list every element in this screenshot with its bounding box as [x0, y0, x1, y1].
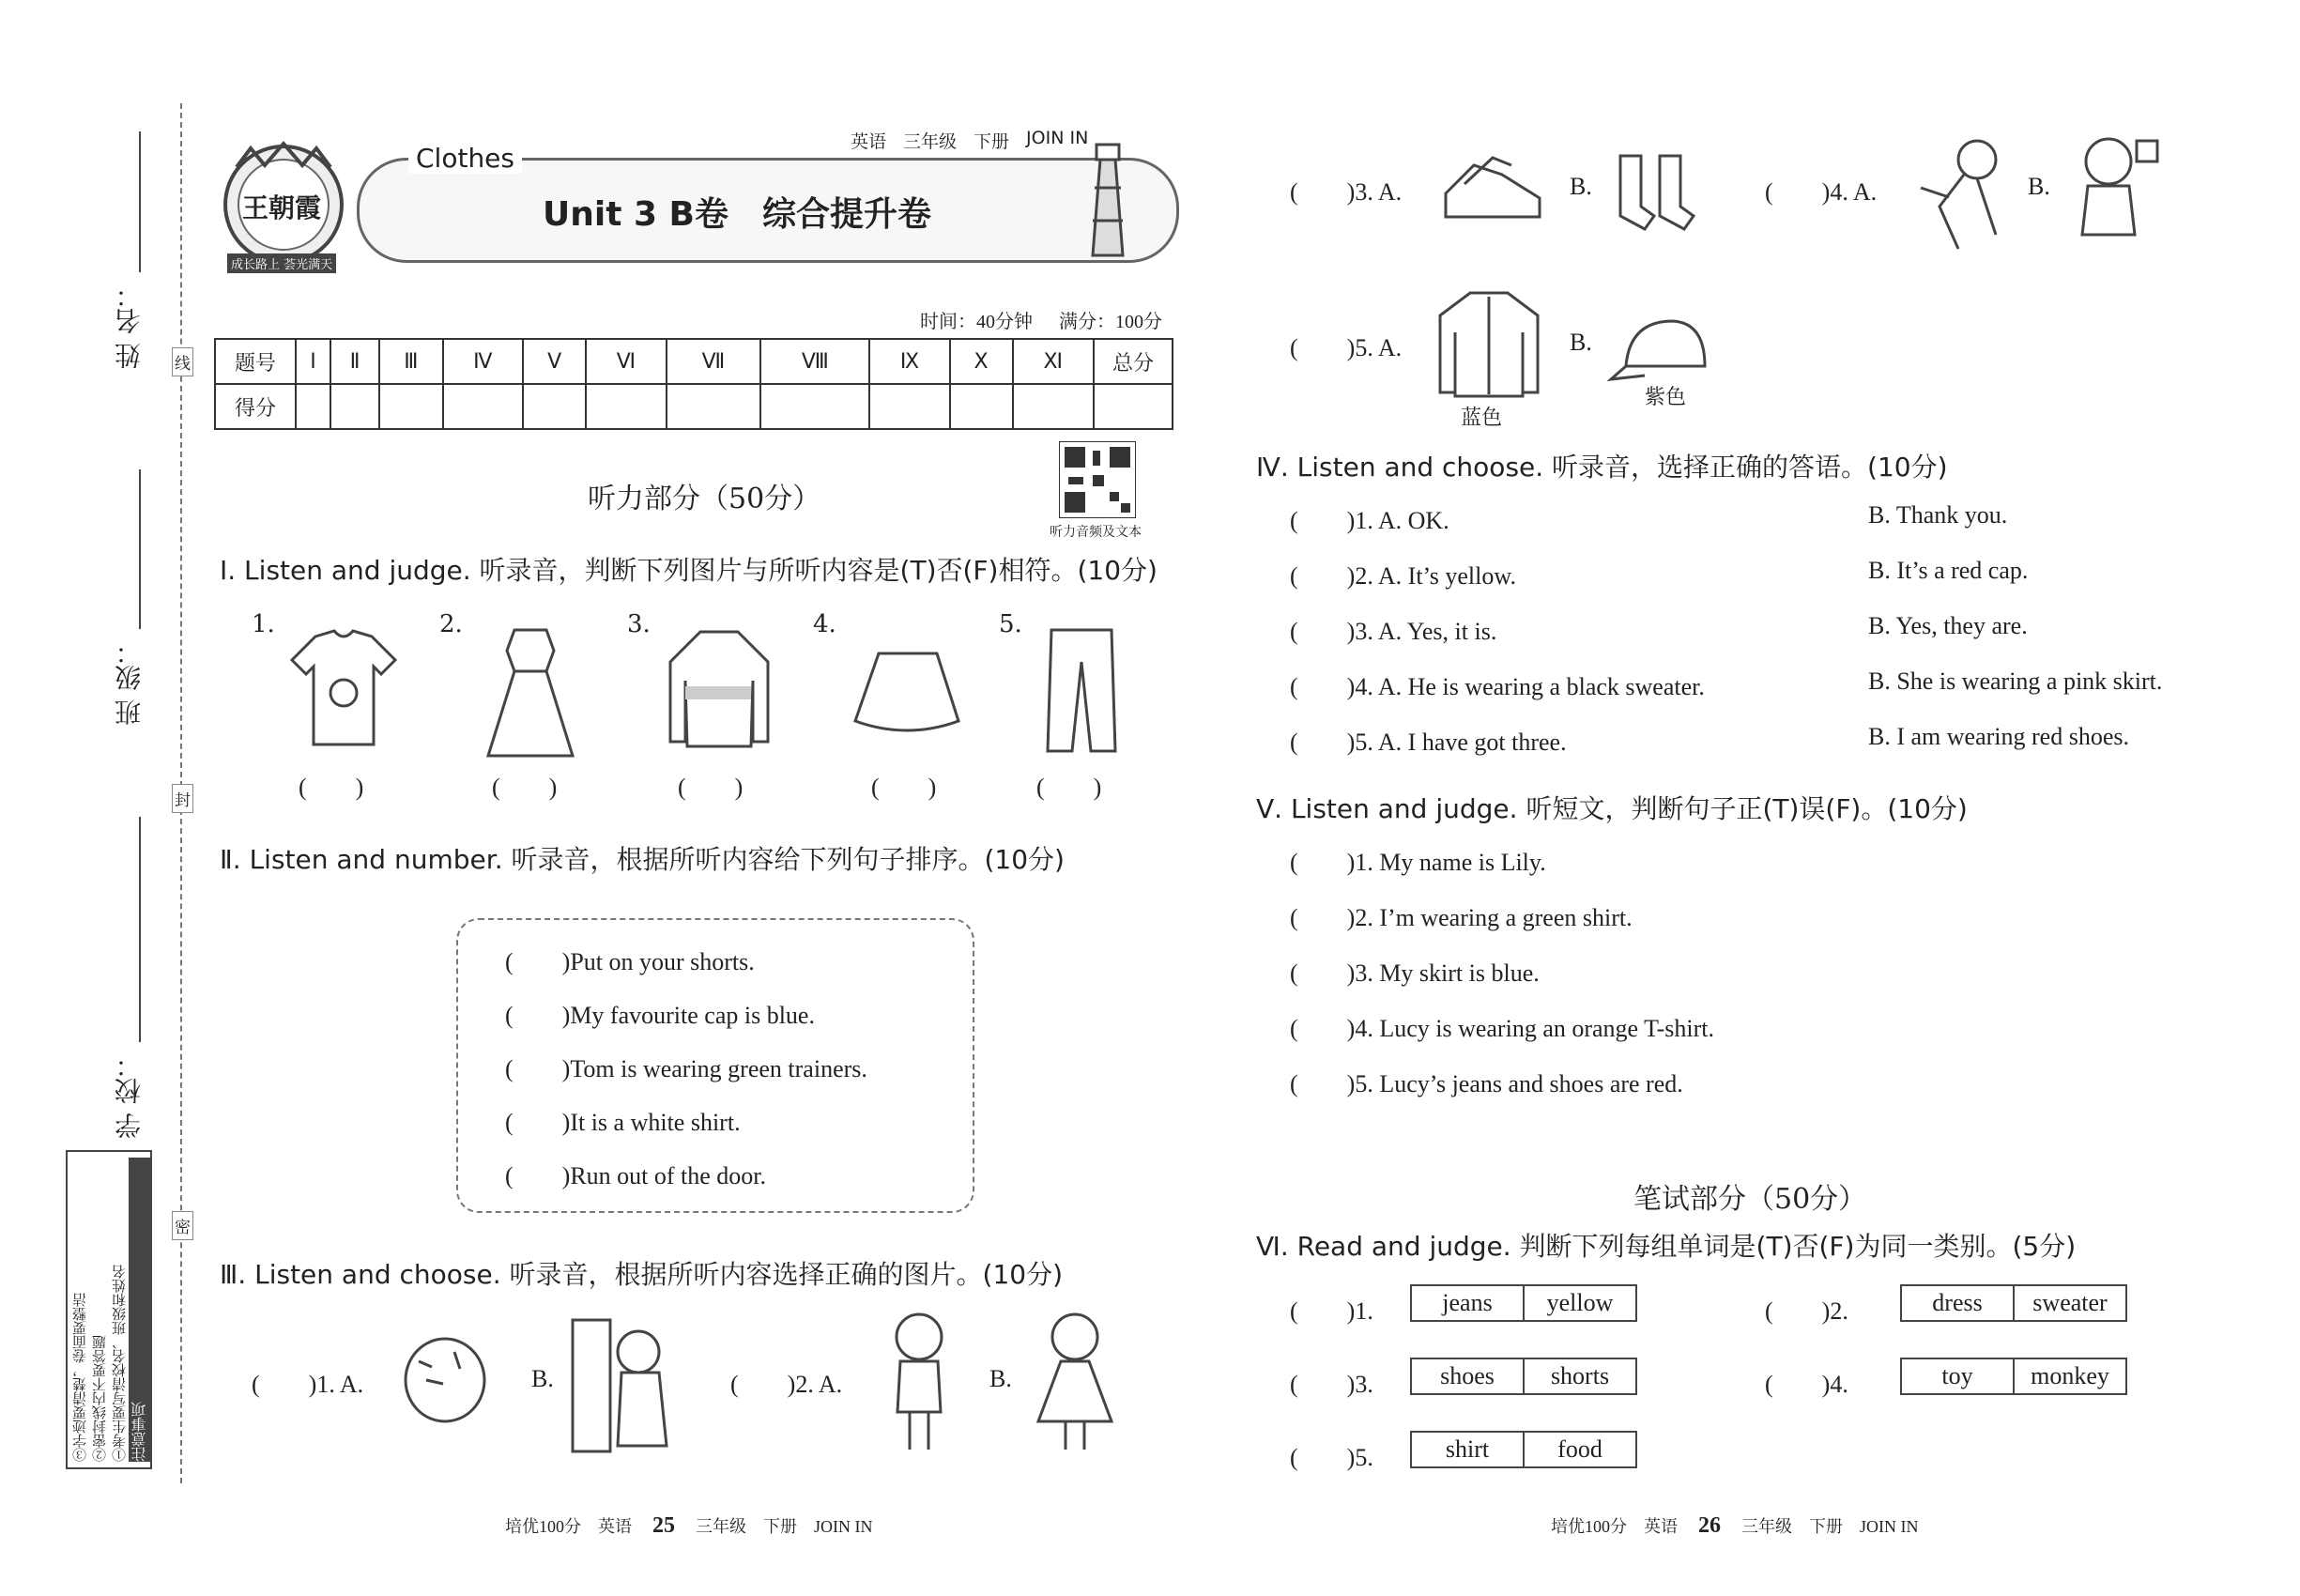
school-line [139, 817, 141, 1042]
sec1-answer-5[interactable]: ( ) [1036, 774, 1102, 801]
girl-icon [886, 1309, 952, 1454]
footer-left [505, 1513, 873, 1539]
sec5-item[interactable]: ( )2. I’m wearing a green shirt. [1290, 904, 1633, 931]
qr-code-icon[interactable] [1059, 441, 1136, 518]
sec4-option-a[interactable]: ( )2. A. It’s yellow. [1290, 562, 1516, 590]
score-table-header-cell: Ⅷ [760, 339, 869, 384]
shirt-icon [1433, 287, 1545, 400]
section-4-title: Ⅳ. Listen and choose. 听录音，选择正确的答语。(10分) [1256, 452, 1948, 483]
skirt-icon [851, 646, 963, 740]
sec4-option-b[interactable]: B. It’s a red cap. [1868, 557, 2029, 584]
logo-slogan: 成长路上 荟光满天 [227, 253, 336, 273]
footer-edition: 三年级 下册 JOIN IN [696, 1517, 873, 1536]
score-table-header-cell: Ⅵ [586, 339, 666, 384]
notes-title: 注意事项 [129, 1158, 150, 1462]
meta-grade: 三年级 [903, 131, 958, 152]
sentence-item[interactable]: ( )It is a white shirt. [505, 1109, 741, 1136]
score-table-header-cell: 题号 [215, 339, 296, 384]
exam-time: 时间：40分钟 [920, 312, 1033, 332]
score-table-header-cell: Ⅺ [1013, 339, 1094, 384]
sec4-option-a[interactable]: ( )4. A. He is wearing a black sweater. [1290, 673, 1705, 700]
qr-caption: 听力音频及文本 [1050, 525, 1142, 540]
sentence-item[interactable]: ( )Tom is wearing green trainers. [505, 1055, 867, 1082]
word-pair-5 [1410, 1431, 1637, 1468]
sec3-q1-a[interactable]: ( )1. A. [252, 1371, 364, 1398]
sec6-q2[interactable]: ( )2. [1765, 1297, 1848, 1325]
unit-title: Unit 3 B卷 综合提升卷 [543, 195, 931, 234]
score-cell[interactable] [1013, 384, 1094, 429]
sweater-icon [663, 624, 775, 756]
word-pair-3 [1410, 1358, 1637, 1395]
section-2-title: Ⅱ. Listen and number. 听录音，根据所听内容给下列句子排序。(10分) [220, 844, 1065, 875]
tiger-jump-icon [1911, 131, 2024, 253]
socks-icon [1607, 150, 1701, 235]
exam-full-score: 满分：100分 [1059, 312, 1162, 332]
word: shoes [1412, 1359, 1525, 1393]
tiger-standing-icon [2062, 131, 2165, 253]
sec3-q4-b[interactable]: B. [2028, 173, 2050, 200]
score-table-header-cell: Ⅶ [667, 339, 761, 384]
word-pair-2 [1900, 1284, 2127, 1322]
sec5-item[interactable]: ( )4. Lucy is wearing an orange T-shirt. [1290, 1015, 1715, 1042]
meta-volume: 下册 [974, 131, 1010, 152]
footer-right [1551, 1513, 1919, 1539]
sec1-num-5: 5. [999, 610, 1022, 638]
score-cell[interactable] [869, 384, 949, 429]
sec3-q1-b[interactable]: B. [531, 1365, 554, 1392]
section-6-title: Ⅵ. Read and judge. 判断下列每组单词是(T)否(F)为同一类别。(5分) [1256, 1231, 2077, 1262]
score-table-header [215, 339, 1173, 384]
seal-mark-3: 密 [172, 1211, 193, 1240]
class-label: 班 级： [114, 638, 145, 726]
name-line [139, 131, 141, 272]
color-label-a: 蓝色 [1461, 407, 1503, 430]
exam-info [920, 306, 1162, 333]
sec3-q5-a[interactable]: ( )5. A. [1290, 334, 1403, 361]
sec5-item[interactable]: ( )1. My name is Lily. [1290, 849, 1546, 876]
sec3-q4-a[interactable]: ( )4. A. [1765, 178, 1878, 206]
lighthouse-icon [1080, 131, 1136, 263]
score-table-header-cell: Ⅹ [950, 339, 1013, 384]
sec4-option-a[interactable]: ( )3. A. Yes, it is. [1290, 618, 1497, 645]
footer-edition: 三年级 下册 JOIN IN [1741, 1517, 1919, 1536]
page-number: 25 [652, 1513, 675, 1538]
sec1-answer-1[interactable]: ( ) [299, 774, 364, 801]
trousers-icon [1044, 624, 1119, 756]
page-number: 26 [1698, 1513, 1721, 1538]
section-1-title: Ⅰ. Listen and judge. 听录音，判断下列图片与所听内容是(T)否(F)相符。(10分) [220, 555, 1158, 586]
sec4-option-a[interactable]: ( )1. A. OK. [1290, 507, 1449, 534]
sec1-num-1: 1. [252, 610, 275, 638]
sec1-num-2: 2. [439, 610, 463, 638]
sentence-item[interactable]: ( )Run out of the door. [505, 1162, 767, 1189]
sec3-q3-b[interactable]: B. [1570, 173, 1592, 200]
meta-subject: 英语 [851, 131, 887, 152]
section-3-title: Ⅲ. Listen and choose. 听录音，根据所听内容选择正确的图片。(10分) [220, 1259, 1063, 1290]
note-3: ③字迹要清楚，卷面要整洁 [71, 1293, 88, 1462]
sec1-num-3: 3. [627, 610, 651, 638]
meta-edition: JOIN IN [1026, 128, 1089, 148]
header-meta [851, 128, 1088, 153]
tiger-curled-icon [398, 1324, 492, 1427]
sec4-option-b[interactable]: B. Thank you. [1868, 501, 2008, 529]
sec4-option-b[interactable]: B. She is wearing a pink skirt. [1868, 668, 2163, 695]
sec1-num-4: 4. [813, 610, 836, 638]
footer-book: 培优100分 英语 [505, 1517, 632, 1536]
publisher-logo [218, 139, 349, 270]
sec1-answer-2[interactable]: ( ) [492, 774, 558, 801]
score-table-header-cell: 总分 [1094, 339, 1173, 384]
score-cell[interactable] [586, 384, 666, 429]
sec5-item[interactable]: ( )3. My skirt is blue. [1290, 959, 1540, 987]
score-table-header-cell: Ⅰ [296, 339, 330, 384]
sec6-q5[interactable]: ( )5. [1290, 1444, 1373, 1471]
score-cell[interactable] [523, 384, 586, 429]
word: toy [1902, 1359, 2015, 1393]
sec4-option-b[interactable]: B. Yes, they are. [1868, 612, 2028, 639]
cap-icon [1607, 314, 1710, 389]
sec1-answer-3[interactable]: ( ) [678, 774, 744, 801]
sec6-q1[interactable]: ( )1. [1290, 1297, 1373, 1325]
score-table-header-cell: Ⅴ [523, 339, 586, 384]
school-label: 学 校： [114, 1051, 145, 1139]
logo-text: 王朝霞 [242, 192, 322, 223]
sec3-q5-b[interactable]: B. [1570, 329, 1592, 356]
dress-icon [479, 624, 582, 765]
writing-title: 笔试部分（50分） [1633, 1183, 1867, 1216]
note-2: ②密封线内不要答题 [91, 1335, 108, 1462]
sentence-item[interactable]: ( )Put on your shorts. [505, 948, 755, 975]
sec4-option-b[interactable]: B. I am wearing red shoes. [1868, 723, 2129, 750]
word: dress [1902, 1286, 2015, 1320]
trainers-icon [1436, 146, 1549, 231]
score-table-header-cell: Ⅳ [443, 339, 524, 384]
score-cell[interactable] [330, 384, 379, 429]
class-line [139, 469, 141, 629]
score-cell[interactable] [296, 384, 330, 429]
word: shirt [1412, 1433, 1525, 1466]
score-cell[interactable] [379, 384, 442, 429]
t-shirt-icon [287, 627, 400, 749]
score-table-header-cell: Ⅱ [330, 339, 379, 384]
word: monkey [2031, 1362, 2109, 1389]
sec3-q2-b[interactable]: B. [989, 1365, 1012, 1392]
note-1: ①考生要写清校名、班级和姓名 [111, 1265, 128, 1462]
score-cell[interactable] [760, 384, 869, 429]
name-label: 姓 名： [114, 282, 145, 369]
score-table-header-cell: Ⅲ [379, 339, 442, 384]
sec3-q2-a[interactable]: ( )2. A. [730, 1371, 843, 1398]
sec5-item[interactable]: ( )5. Lucy’s jeans and shoes are red. [1290, 1070, 1683, 1097]
tiger-door-icon [565, 1314, 678, 1455]
word-pair-4 [1900, 1358, 2127, 1395]
sec6-q4[interactable]: ( )4. [1765, 1371, 1848, 1398]
score-cell[interactable] [1094, 384, 1173, 429]
score-table-row [215, 384, 1173, 429]
sec6-q3[interactable]: ( )3. [1290, 1371, 1373, 1398]
notes-box [66, 1150, 152, 1469]
score-cell[interactable] [667, 384, 761, 429]
score-row-label: 得分 [215, 384, 296, 429]
word-pair-1 [1410, 1284, 1637, 1322]
section-5-title: Ⅴ. Listen and judge. 听短文，判断句子正(T)误(F)。(10分) [1256, 793, 1968, 824]
footer-book: 培优100分 英语 [1551, 1517, 1678, 1536]
seal-mark-1: 线 [172, 347, 193, 376]
word: jeans [1412, 1286, 1525, 1320]
sentence-item[interactable]: ( )My favourite cap is blue. [505, 1002, 815, 1029]
unit-topic: Clothes [408, 143, 522, 174]
word: sweater [2032, 1289, 2108, 1316]
score-table [214, 338, 1173, 430]
word: yellow [1546, 1289, 1614, 1316]
word: food [1557, 1435, 1602, 1463]
score-cell[interactable] [950, 384, 1013, 429]
score-table-header-cell: Ⅸ [869, 339, 949, 384]
sec3-q3-a[interactable]: ( )3. A. [1290, 178, 1403, 206]
sec4-option-a[interactable]: ( )5. A. I have got three. [1290, 729, 1567, 756]
listening-title: 听力部分（50分） [588, 483, 821, 515]
sec1-answer-4[interactable]: ( ) [871, 774, 937, 801]
seal-mark-2: 封 [172, 784, 193, 813]
score-cell[interactable] [443, 384, 524, 429]
color-label-b: 紫色 [1645, 386, 1687, 409]
girl-dress-icon [1033, 1309, 1117, 1454]
word: shorts [1550, 1362, 1610, 1389]
